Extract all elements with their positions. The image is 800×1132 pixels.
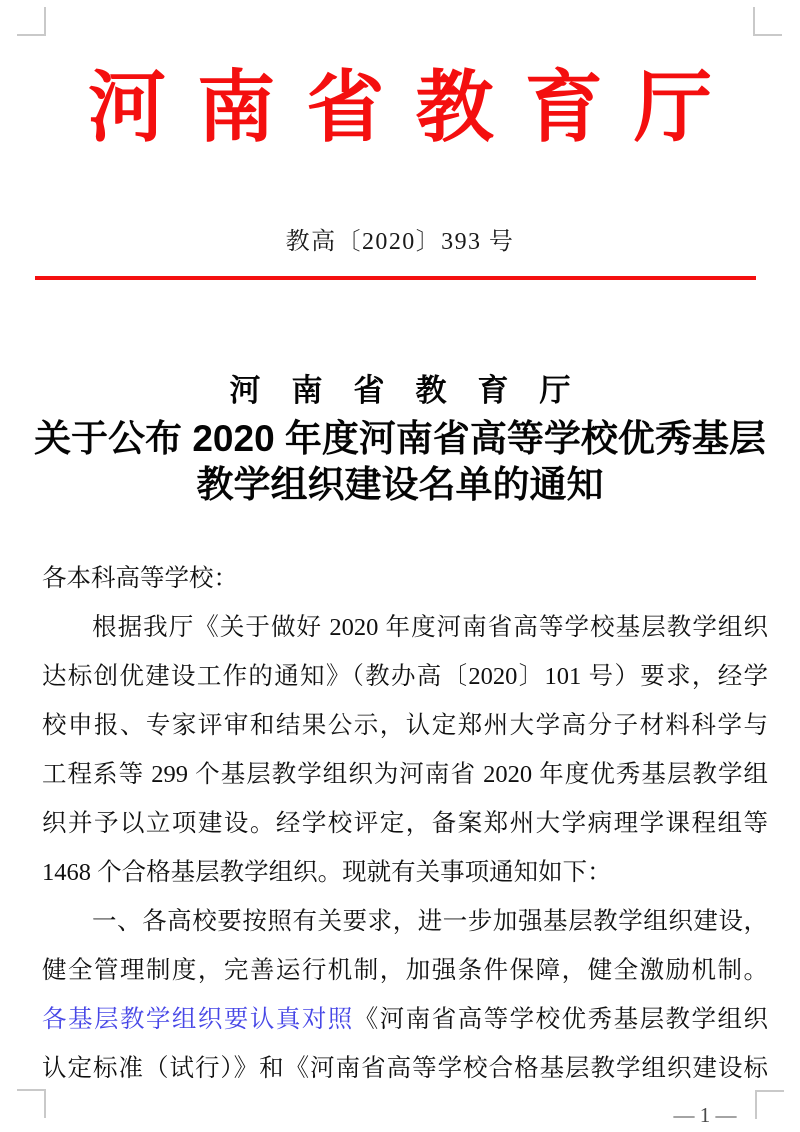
body-line: 工程系等 299 个基层教学组织为河南省 2020 年度优秀基层教学组 <box>42 761 768 788</box>
body-line: 一、各高校要按照有关要求，进一步加强基层教学组织建设， <box>92 908 768 935</box>
body-line: 根据我厅《关于做好 2020 年度河南省高等学校基层教学组织 <box>92 614 768 641</box>
body-line: 1468 个合格基层教学组织。现就有关事项通知如下： <box>42 859 612 886</box>
body-line: 达标创优建设工作的通知》（教办高〔2020〕101 号）要求，经学 <box>42 663 768 690</box>
doc-title-line-1: 河南省教育厅 <box>229 373 602 408</box>
body-line: 健全管理制度，完善运行机制，加强条件保障，健全激励机制。 <box>42 957 768 984</box>
salutation-line: 各本科高等学校： <box>42 565 238 592</box>
body-line-text: 《河南省高等学校优秀基层教学组织 <box>353 1006 769 1033</box>
page-number: — 1 — <box>673 1103 737 1127</box>
body-line: 校申报、专家评审和结果公示，认定郑州大学高分子材料科学与 <box>42 712 768 739</box>
crop-mark-top-right <box>753 7 782 36</box>
body-line <box>42 995 768 1044</box>
crop-mark-bottom-left <box>17 1089 46 1118</box>
letterhead-agency-title: 河南省教育厅 <box>87 64 744 151</box>
crop-mark-top-left <box>17 7 46 36</box>
letterhead-divider <box>35 276 756 280</box>
body-line: 织并予以立项建设。经学校评定，备案郑州大学病理学课程组等 <box>42 810 768 837</box>
document-body <box>42 554 768 1093</box>
doc-title-line-2: 关于公布 2020 年度河南省高等学校优秀基层 <box>34 418 766 459</box>
emphasis-blue-text: 各基层教学组织要认真对照 <box>42 1006 354 1033</box>
doc-title-line-3: 教学组织建设名单的通知 <box>196 464 604 505</box>
body-line: 认定标准（试行）》和《河南省高等学校合格基层教学组织建设标 <box>42 1055 768 1082</box>
document-number: 教高〔2020〕393 号 <box>285 229 515 255</box>
